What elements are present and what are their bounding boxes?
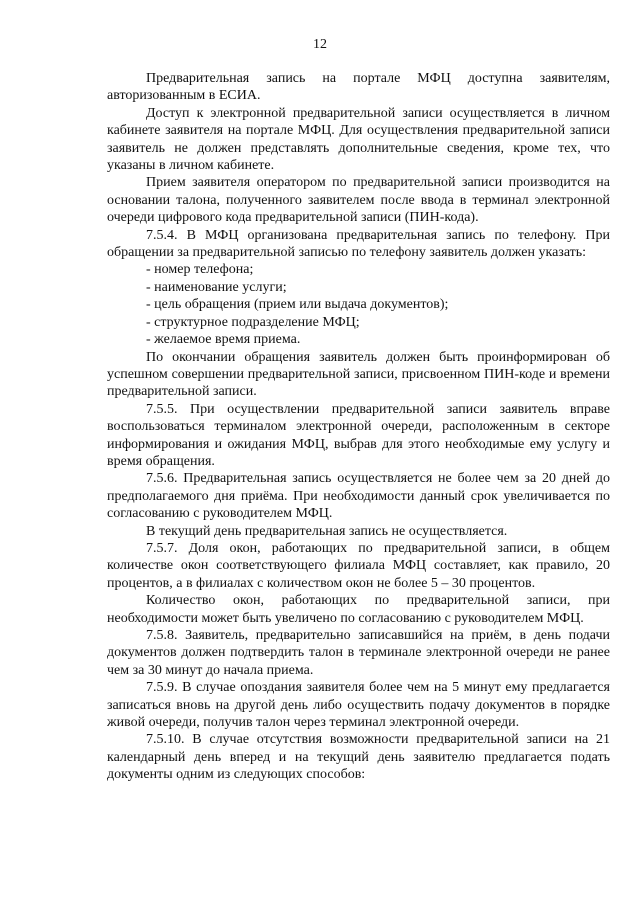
list-item: - цель обращения (прием или выдача документов);: [146, 297, 449, 313]
paragraph: Доступ к электронной предварительной записи осуществляется в личном кабинете заявителя на портале МФЦ. Для осуществления предварительной записи заявитель не должен представлять дополнительные сведения, кроме тех, что указаны в личном кабинете.: [107, 105, 610, 174]
paragraph: 7.5.7. Доля окон, работающих по предварительной записи, в общем количестве окон соответствующего филиала МФЦ составляет, как правило, 20 процентов, а в филиалах с количеством окон не более 5 – 30 процентов.: [107, 540, 610, 591]
paragraph: 7.5.10. В случае отсутствия возможности предварительной записи на 21 календарный день вперед и на текущий день заявителю предлагается подать документы одним из следующих способов:: [107, 732, 610, 783]
paragraph: Прием заявителя оператором по предварительной записи производится на основании талона, полученного заявителем после ввода в терминал электронной очереди цифрового кода предварительной записи (ПИН-кода).: [107, 175, 610, 226]
list-item: - наименование услуги;: [146, 279, 287, 295]
list-item: - желаемое время приема.: [146, 332, 301, 348]
paragraph: Количество окон, работающих по предварительной записи, при необходимости может быть увеличено по согласованию с руководителем МФЦ.: [107, 593, 610, 626]
list-item: - номер телефона;: [146, 262, 254, 278]
paragraph: 7.5.9. В случае опоздания заявителя более чем на 5 минут ему предлагается записаться вновь на другой день либо осуществить подачу документов в порядке живой очереди, получив талон через терминал электронной очереди.: [107, 680, 610, 731]
list-item: - структурное подразделение МФЦ;: [146, 314, 360, 330]
paragraph: Предварительная запись на портале МФЦ доступна заявителям, авторизованным в ЕСИА.: [107, 71, 610, 104]
paragraph: В текущий день предварительная запись не осуществляется.: [146, 523, 508, 539]
paragraph: 7.5.6. Предварительная запись осуществляется не более чем за 20 дней до предполагаемого дня приёма. При необходимости данный срок увеличивается по согласованию с руководителем МФЦ.: [107, 471, 610, 522]
paragraph: По окончании обращения заявитель должен быть проинформирован об успешном совершении предварительной записи, присвоенном ПИН-коде и времени предварительной записи.: [107, 349, 610, 400]
paragraph: 7.5.5. При осуществлении предварительной записи заявитель вправе воспользоваться терминалом электронной очереди, расположенным в секторе информирования и ожидания МФЦ, выбрав для этого необходимые ему услугу и время обращения.: [107, 401, 610, 469]
page-number: 12: [313, 37, 327, 52]
document-body: [107, 70, 610, 784]
paragraph: 7.5.8. Заявитель, предварительно записавшийся на приём, в день подачи документов должен подтвердить талон в терминале электронной очереди не ранее чем за 30 минут до начала приема.: [107, 628, 610, 678]
paragraph: 7.5.4. В МФЦ организована предварительная запись по телефону. При обращении за предварительной записью по телефону заявитель должен указать:: [107, 227, 610, 261]
